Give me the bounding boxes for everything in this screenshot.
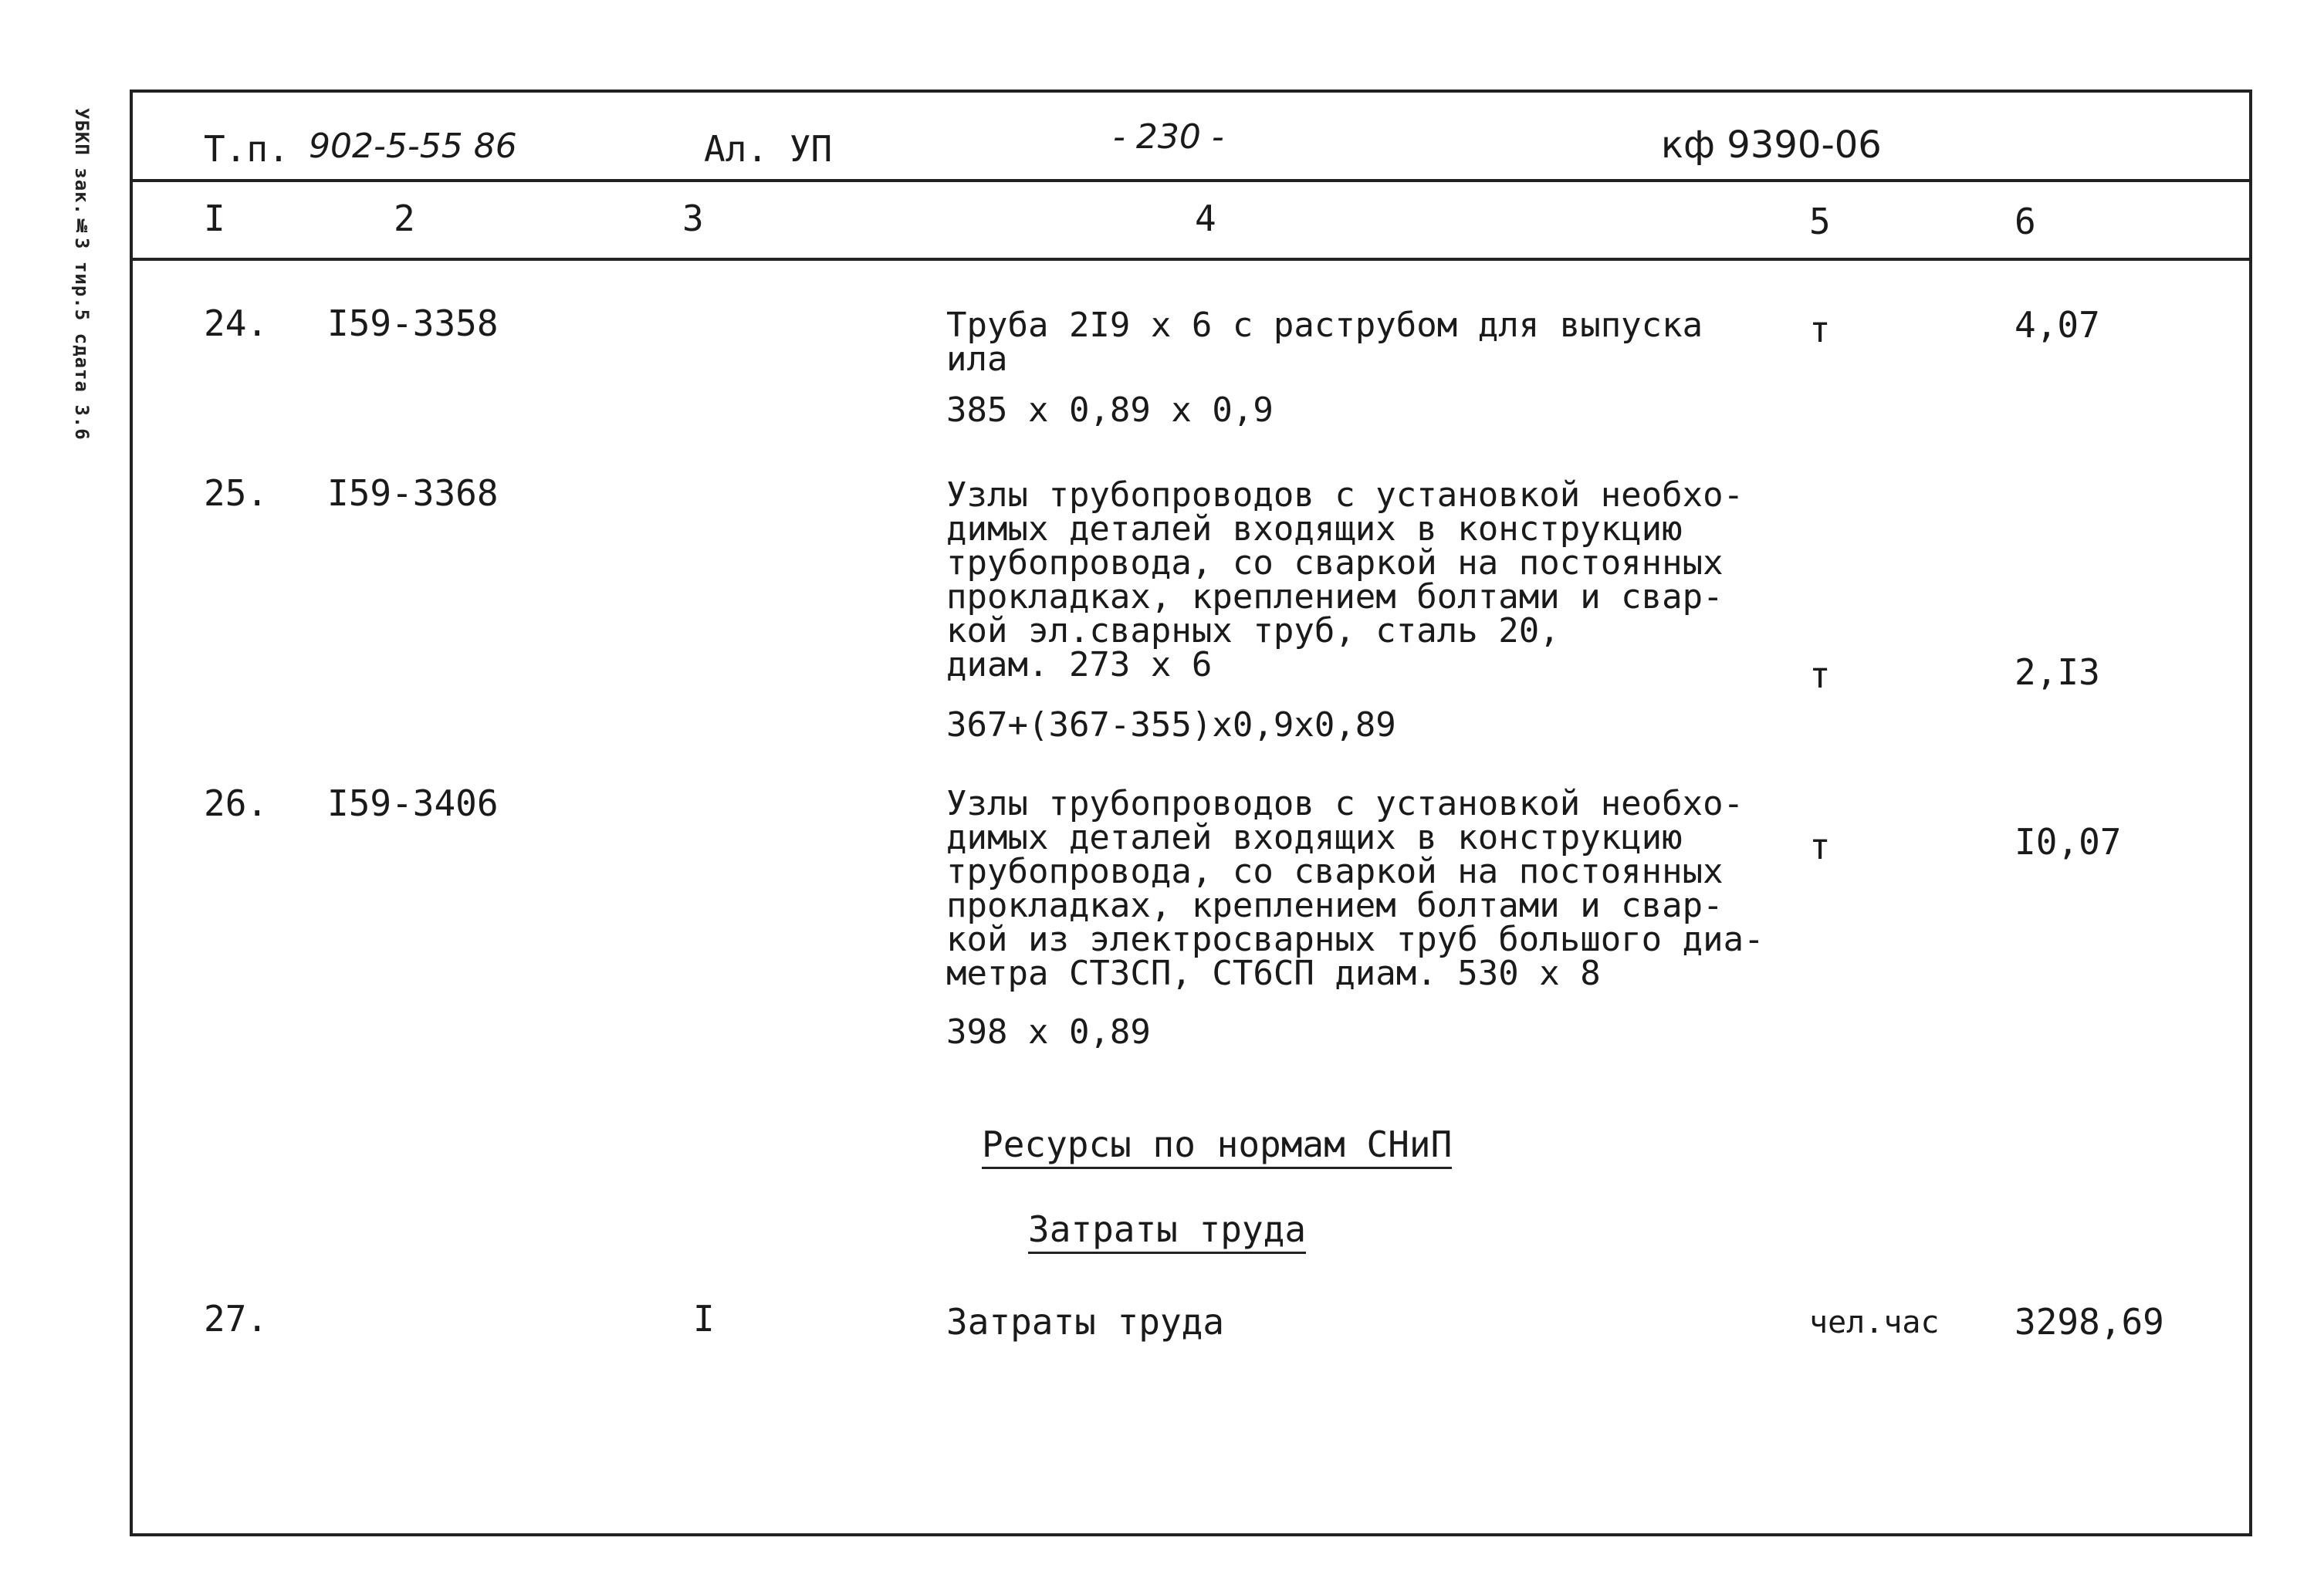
col-5-header: 5 bbox=[1809, 201, 1831, 242]
row-quantity: 2,I3 bbox=[2014, 651, 2100, 693]
side-stamp: УБКП зак.№3 тир.5 сдата 3.6 bbox=[71, 108, 93, 441]
subsection-title: Затраты труда bbox=[1028, 1211, 1306, 1254]
section-title: Ресурсы по нормам СНиП bbox=[982, 1127, 1452, 1169]
document-code: кф 9390-06 bbox=[1661, 123, 1882, 167]
header-divider bbox=[133, 179, 2249, 182]
row-quantity: I0,07 bbox=[2014, 821, 2122, 863]
row-col3-value: I bbox=[693, 1298, 715, 1340]
tp-number: 902-5-55 86 bbox=[309, 127, 517, 166]
page-number: - 230 - bbox=[1113, 117, 1224, 157]
row-unit: т bbox=[1809, 309, 1831, 350]
col-3-header: 3 bbox=[682, 198, 704, 239]
row-description: Затраты труда bbox=[946, 1301, 1225, 1343]
album-label: Ал. УП bbox=[704, 128, 833, 170]
row-formula: 385 x 0,89 x 0,9 bbox=[946, 390, 1274, 430]
row-number: 25. bbox=[204, 472, 269, 514]
document-frame bbox=[130, 90, 2252, 1536]
row-code: I59-3368 bbox=[327, 472, 499, 514]
row-unit: чел.час bbox=[1809, 1305, 1940, 1340]
row-number: 27. bbox=[204, 1298, 269, 1340]
row-unit: т bbox=[1809, 826, 1831, 867]
col-1-header: I bbox=[204, 198, 225, 239]
col-2-header: 2 bbox=[394, 198, 415, 239]
row-number: 24. bbox=[204, 302, 269, 344]
row-description: Труба 2I9 x 6 с раструбом для выпуска ила bbox=[946, 306, 1703, 379]
col-6-header: 6 bbox=[2014, 201, 2036, 242]
row-quantity: 4,07 bbox=[2014, 304, 2100, 346]
row-formula: 398 x 0,89 bbox=[946, 1012, 1151, 1052]
row-description: Узлы трубопроводов с установкой необхо- димых деталей входящих в конструкцию трубопровода, со сваркой на постоянных прокладках, креплением болтами и свар- кой из электросварных труб большого диа- метра СТ3СП, СТ6СП диам. 530 x 8 bbox=[946, 784, 1764, 993]
row-formula: 367+(367-355)x0,9x0,89 bbox=[946, 705, 1396, 745]
row-number: 26. bbox=[204, 782, 269, 824]
row-quantity: 3298,69 bbox=[2014, 1301, 2164, 1343]
row-description: Узлы трубопроводов с установкой необхо- димых деталей входящих в конструкцию трубопровода, со сваркой на постоянных прокладках, креплением болтами и свар- кой эл.сварных труб, сталь 20, диам. 273 x 6 bbox=[946, 475, 1744, 684]
row-code: I59-3358 bbox=[327, 302, 499, 344]
row-unit: т bbox=[1809, 654, 1831, 696]
col-4-header: 4 bbox=[1195, 198, 1216, 239]
tp-label: Т.п. bbox=[204, 128, 289, 170]
column-divider bbox=[133, 258, 2249, 261]
row-code: I59-3406 bbox=[327, 782, 499, 824]
